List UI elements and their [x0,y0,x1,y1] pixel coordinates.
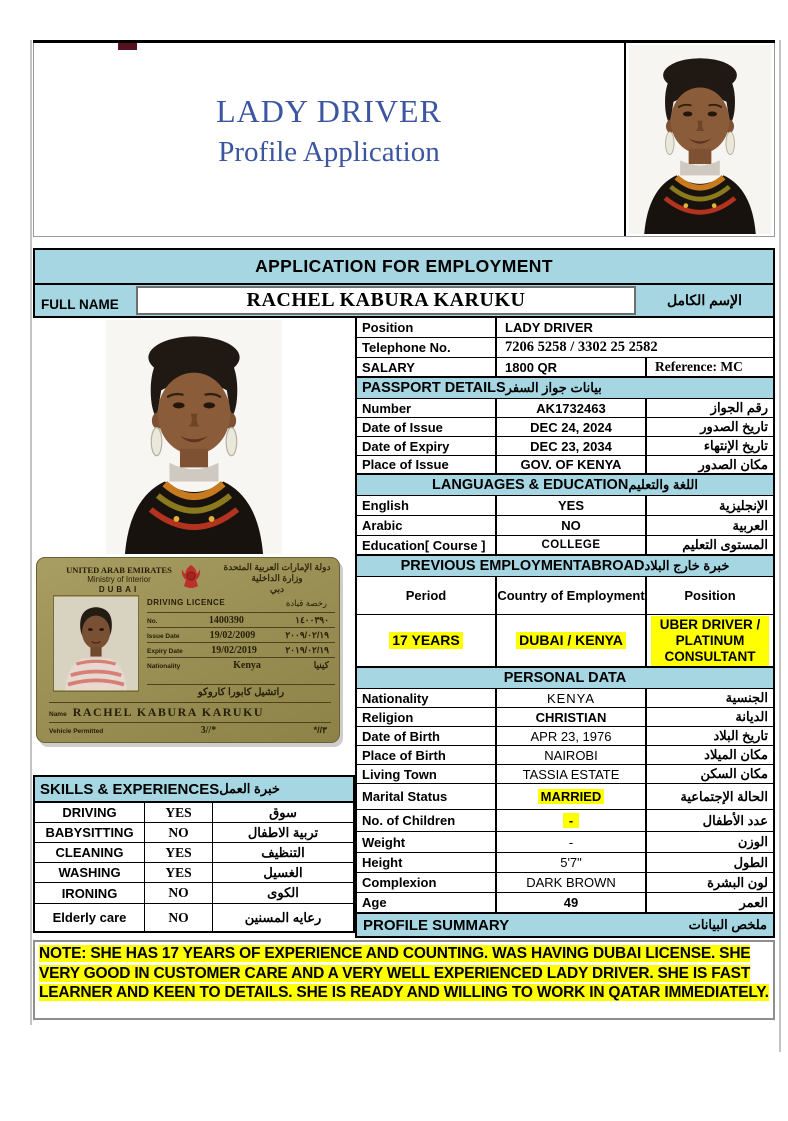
weight-row [357,832,773,853]
languages-header-text: LANGUAGES & EDUCATION [432,477,629,493]
document-title-line1: LADY DRIVER [216,93,442,129]
field-value: TASSIA ESTATE [497,765,647,783]
previous-employment-values [357,615,773,668]
arabic-row [357,516,773,536]
salary-reference: Reference: MC [655,359,743,374]
skill-row-ironing [35,883,353,904]
field-value: AK1732463 [497,399,647,417]
age-row [357,893,773,914]
passport-issue-row [357,418,773,437]
salary-row [357,358,773,378]
marital-status-row [357,784,773,810]
passport-place-row [357,456,773,475]
field-value: 5'7" [497,853,647,872]
religion-row [357,708,773,727]
licence-issue-date-arabic: ٢٠٠٩/٠٢/١٩ [285,630,329,640]
skill-arabic: التنظيف [261,844,305,860]
skills-header-arabic: خبرة العمل [219,781,280,796]
licence-arabic-header [221,562,333,595]
field-arabic: العربية [732,517,768,533]
licence-permitted-row [49,722,331,736]
skill-label: BABYSITTING [35,823,145,842]
field-label: Nationality [357,689,497,707]
skill-label: Elderly care [35,904,145,931]
field-arabic: تاريخ البلاد [713,728,768,743]
field-arabic: مكان الميلاد [704,747,768,762]
licence-name: RACHEL KABURA KARUKU [72,705,265,719]
country-value: DUBAI / KENYA [516,632,626,649]
full-name-row [33,285,775,318]
licence-nationality: Kenya [233,660,261,671]
country-value-cell [497,615,647,666]
languages-section-header [357,475,773,496]
licence-expiry-row [147,642,335,657]
licence-doc-title-arabic: رخصة قيادة [285,598,327,608]
field-value: CHRISTIAN [497,708,647,726]
field-label: Height [357,853,497,872]
licence-nationality-label: Nationality [147,663,181,670]
previous-employment-header-text: PREVIOUS EMPLOYMENTABROAD [400,558,645,574]
skill-value: NO [145,823,213,842]
field-value: DARK BROWN [497,873,647,892]
field-value: DEC 23, 2034 [497,437,647,455]
field-value: COLLEGE [497,536,647,554]
field-value: NAIROBI [497,746,647,764]
licence-number: 1400390 [208,615,244,626]
children-value: - [563,813,579,828]
telephone-value: 7206 5258 / 3302 25 2582 [505,339,658,355]
skill-label: CLEANING [35,843,145,862]
skill-row-washing [35,863,353,883]
field-label: Arabic [357,516,497,535]
passport-header-arabic: بيانات جواز السفر [505,380,602,395]
skill-arabic: الكوى [267,885,299,900]
skill-value: NO [145,883,213,903]
complexion-row [357,873,773,893]
field-value: - [497,832,647,852]
column-period: Period [357,577,497,614]
field-arabic: مكان السكن [700,766,768,781]
position-label: Position [357,318,497,337]
document-header [33,43,775,237]
field-arabic: الوزن [737,834,768,849]
period-value-cell [357,615,497,666]
licence-arabic-header-line2: وزارة الداخلية [251,573,303,583]
column-position: Position [684,587,736,603]
position-value-cell [647,615,773,666]
field-value: GOV. OF KENYA [497,456,647,473]
skill-value: YES [145,863,213,882]
licence-issue-row [147,627,335,642]
licence-fields [147,612,335,672]
living-town-row [357,765,773,784]
licence-number-row [147,612,335,627]
field-label: Place of Birth [357,746,497,764]
licence-city: DUBAI [98,585,140,594]
licence-title-row [147,598,335,609]
licence-photo-image [54,596,138,691]
languages-header-arabic: اللغة والتعليم [628,477,698,492]
field-value: APR 23, 1976 [497,727,647,745]
application-banner: APPLICATION FOR EMPLOYMENT [33,248,775,285]
english-row [357,496,773,516]
skills-table [33,775,355,933]
skill-row-babysitting [35,823,353,843]
page-left-edge [30,40,32,1025]
profile-summary-text: PROFILE SUMMARY [363,916,510,934]
field-arabic: الإنجليزية [718,497,768,513]
skill-arabic: الغسيل [263,864,303,880]
position-value: UBER DRIVER / PLATINUM CONSULTANT [651,616,769,666]
licence-permitted-label: Vehicle Permitted [49,728,104,735]
licence-country: UNITED ARAB EMIRATES [66,565,172,575]
field-arabic: المستوى التعليم [682,537,768,552]
large-applicant-photo [33,318,355,556]
skill-label: DRIVING [35,803,145,822]
position-row [357,318,773,338]
height-row [357,853,773,873]
licence-name-label: Name [49,711,67,718]
field-label: Place of Issue [357,456,497,473]
nationality-row [357,689,773,708]
full-name-value: RACHEL KABURA KARUKU [136,286,636,315]
skill-arabic: رعايه المسنين [244,909,322,925]
field-label: Religion [357,708,497,726]
licence-name-row [49,702,331,720]
salary-value: 1800 QR [497,358,647,376]
field-value: 49 [497,893,647,912]
birth-date-row [357,727,773,746]
applicant-portrait-image [628,45,772,234]
profile-summary-row [357,914,773,938]
education-row [357,536,773,556]
skill-value: YES [145,843,213,862]
field-value: NO [497,516,647,535]
uae-driving-licence-card [36,557,340,743]
licence-issue-date: 19/02/2009 [209,630,256,641]
field-value: DEC 24, 2024 [497,418,647,436]
previous-employment-header [357,556,773,577]
licence-permitted-value: 3//* [200,725,217,736]
field-label: Living Town [357,765,497,783]
passport-expiry-row [357,437,773,456]
personal-data-header [357,668,773,689]
note-box [33,940,775,1020]
field-value-cell [497,784,647,809]
position-value: LADY DRIVER [505,320,593,335]
field-label: Age [357,893,497,912]
previous-employment-header-arabic: خبرة خارج البلاد [644,558,730,573]
field-label: Weight [357,832,497,852]
licence-ministry: Ministry of Interior [87,575,151,584]
licence-arabic-header-line3: دبي [269,584,284,594]
marital-status-value: MARRIED [538,789,605,804]
document-frame [33,40,775,1020]
title-cell [34,43,624,236]
passport-section-header [357,378,773,399]
applicant-photo [624,43,774,236]
field-arabic: رقم الجواز [710,400,768,415]
document-title-line2: Profile Application [218,136,440,168]
field-arabic: مكان الصدور [698,456,768,472]
skill-value: YES [145,803,213,822]
spacer [33,743,355,775]
previous-employment-columns [357,577,773,615]
field-value: YES [497,496,647,515]
licence-name-arabic: راتشيل كابورا كاروكو [147,684,335,698]
skill-arabic: سوق [269,804,297,820]
field-label: Complexion [357,873,497,892]
licence-arabic-header-line1: دولة الإمارات العربية المتحدة [223,562,331,572]
personal-data-header-text: PERSONAL DATA [503,670,627,686]
licence-permitted-arabic: *//٣ [313,725,327,735]
column-country: Country of Employment [497,577,647,614]
salary-label: SALARY [357,358,497,376]
passport-number-row [357,399,773,418]
skills-header [35,777,353,803]
profile-summary-arabic: ملخص البيانات [688,917,767,932]
left-column [33,318,355,938]
field-arabic: الديانة [735,709,768,724]
field-arabic: الجنسية [725,690,768,705]
field-arabic: تاريخ الإنتهاء [703,438,768,453]
full-name-label-arabic: الإسم الكامل [666,292,743,308]
skills-header-text: SKILLS & EXPERIENCES [40,780,220,798]
skill-row-elderly-care [35,904,353,931]
period-value: 17 YEARS [389,632,462,649]
spacer [33,237,775,248]
licence-number-label: No. [147,618,158,625]
licence-number-arabic: ١٤٠٠٣٩٠ [295,615,329,625]
skill-value: NO [145,904,213,931]
birth-place-row [357,746,773,765]
skill-row-cleaning [35,843,353,863]
licence-country-block [55,565,183,595]
licence-doc-title: DRIVING LICENCE [147,598,226,607]
field-label: Education[ Course ] [357,536,497,554]
skill-row-driving [35,803,353,823]
field-value: KENYA [497,689,647,707]
full-name-label: FULL NAME [41,297,119,312]
telephone-row [357,338,773,358]
skill-label: WASHING [35,863,145,882]
field-arabic: عدد الأطفال [702,812,768,828]
field-arabic: لون البشرة [707,874,768,890]
licence-nationality-row [147,657,335,672]
field-value-cell [497,810,647,831]
field-label: No. of Children [357,810,497,831]
field-label: Number [357,399,497,417]
licence-issue-label: Issue Date [147,633,180,640]
field-label: Date of Issue [357,418,497,436]
licence-expiry-label: Expiry Date [147,648,183,655]
note-text: NOTE: SHE HAS 17 YEARS OF EXPERIENCE AND COUNTING. WAS HAVING DUBAI LICENSE. SHE VERY GOOD IN CUSTOMER CARE AND A VERY WELL EXPERIENCED LADY DRIVER. SHE IS FAST LEARNER AND KEEN TO DETAILS. SHE IS READY AND WILLING TO WORK IN QATAR IMMEDIATELY. [39,945,769,1001]
uae-emblem-icon [179,564,203,595]
passport-header-text: PASSPORT DETAILS [362,380,506,396]
small-logo-mark [118,43,137,50]
field-arabic: تاريخ الصدور [700,419,768,434]
large-portrait-image [83,320,305,554]
telephone-label: Telephone No. [357,338,497,357]
skill-arabic: تربية الاطفال [247,824,319,840]
field-label: Marital Status [357,784,497,809]
licence-expiry-date-arabic: ٢٠١٩/٠٢/١٩ [285,645,329,655]
right-column-table [355,318,775,938]
field-label: Date of Expiry [357,437,497,455]
licence-nationality-arabic: كينيا [313,660,329,670]
children-row [357,810,773,832]
skill-label: IRONING [35,883,145,903]
page-right-edge [779,40,781,1052]
field-label: English [357,496,497,515]
field-label: Date of Birth [357,727,497,745]
licence-photo [53,595,139,692]
field-arabic: الطول [733,854,768,870]
field-arabic: العمر [739,894,768,910]
licence-expiry-date: 19/02/2019 [211,645,257,656]
field-arabic: الحالة الإجتماعية [680,788,768,804]
main-body [33,318,775,938]
